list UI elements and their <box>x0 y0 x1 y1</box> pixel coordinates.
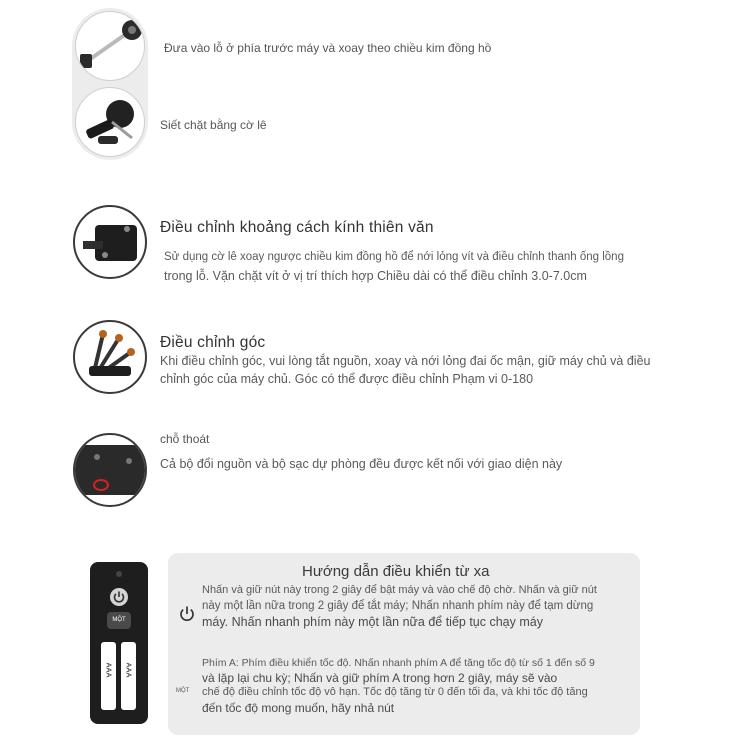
telescopic-adjust-image <box>73 205 147 279</box>
step4-title: chỗ thoát <box>160 432 210 446</box>
battery: AAA <box>101 642 116 710</box>
tighten-wrench-image <box>75 87 145 157</box>
step3-body-line2: chỉnh góc của máy chủ. Góc có thể được điều chỉnh Phạm vi 0-180 <box>160 372 534 386</box>
telescopic-icon <box>75 207 145 277</box>
wrench-icon <box>76 88 145 157</box>
outlet-port-image <box>73 433 147 507</box>
a-instruction-line3: chế độ điều chỉnh tốc độ vô hạn. Tốc độ tăng từ 0 đến tối đa, và khi tốc độ tăng <box>202 686 588 698</box>
remote-led <box>116 571 122 577</box>
a-button-label: MỘT <box>176 688 190 694</box>
step1-instruction-2: Siết chặt bằng cờ lê <box>160 118 267 132</box>
port-icon <box>75 435 145 505</box>
remote-power-button[interactable] <box>110 588 128 606</box>
a-instruction-line1: Phím A: Phím điều khiển tốc độ. Nhấn nhanh phím A để tăng tốc độ từ số 1 đến số 9 <box>202 657 595 669</box>
step3-title: Điều chỉnh góc <box>160 334 266 351</box>
power-instruction-line2: này một lần nữa trong 2 giây để tắt máy; Nhấn nhanh phím này để tạm dừng <box>202 600 594 612</box>
angle-adjust-image <box>73 320 147 394</box>
power-instruction-line3: máy. Nhấn nhanh phím này một lần nữa để tiếp tục chạy máy <box>202 615 543 629</box>
remote-a-button[interactable]: MỘT <box>107 612 131 629</box>
a-instruction-line2: và lặp lại chu kỳ; Nhấn và giữ phím A trong hơn 2 giây, máy sẽ vào <box>202 671 558 685</box>
step2-body-line1: Sử dụng cờ lê xoay ngược chiều kim đồng hồ để nới lỏng vít và điều chỉnh thanh ống lồng <box>164 251 624 263</box>
rod-icon <box>76 12 145 81</box>
a-instruction-line4: đến tốc độ mong muốn, hãy nhả nút <box>202 701 395 715</box>
angle-icon <box>75 322 145 392</box>
battery: AAA <box>121 642 136 710</box>
remote-control <box>90 562 148 724</box>
step1-instruction: Đưa vào lỗ ở phía trước máy và xoay theo chiều kim đồng hồ <box>164 41 492 55</box>
power-icon <box>177 604 197 624</box>
step4-body: Cả bộ đổi nguồn và bộ sạc dự phòng đều được kết nối với giao diện này <box>160 457 563 471</box>
step2-body-line2: trong lỗ. Vặn chặt vít ở vị trí thích hợp Chiều dài có thể điều chỉnh 3.0-7.0cm <box>164 269 587 283</box>
step3-body-line1: Khi điều chỉnh góc, vui lòng tắt nguồn, xoay và nới lỏng đai ốc mận, giữ máy chủ và điều <box>160 354 651 368</box>
installation-illustration <box>72 8 148 160</box>
power-instruction-line1: Nhấn và giữ nút này trong 2 giây để bật máy và vào chế độ chờ. Nhấn và giữ nút <box>202 584 597 596</box>
power-icon <box>110 588 128 606</box>
step2-title: Điều chỉnh khoảng cách kính thiên văn <box>160 219 434 236</box>
insert-rod-image <box>75 11 145 81</box>
remote-guide-title: Hướng dẫn điều khiển từ xa <box>302 563 490 580</box>
